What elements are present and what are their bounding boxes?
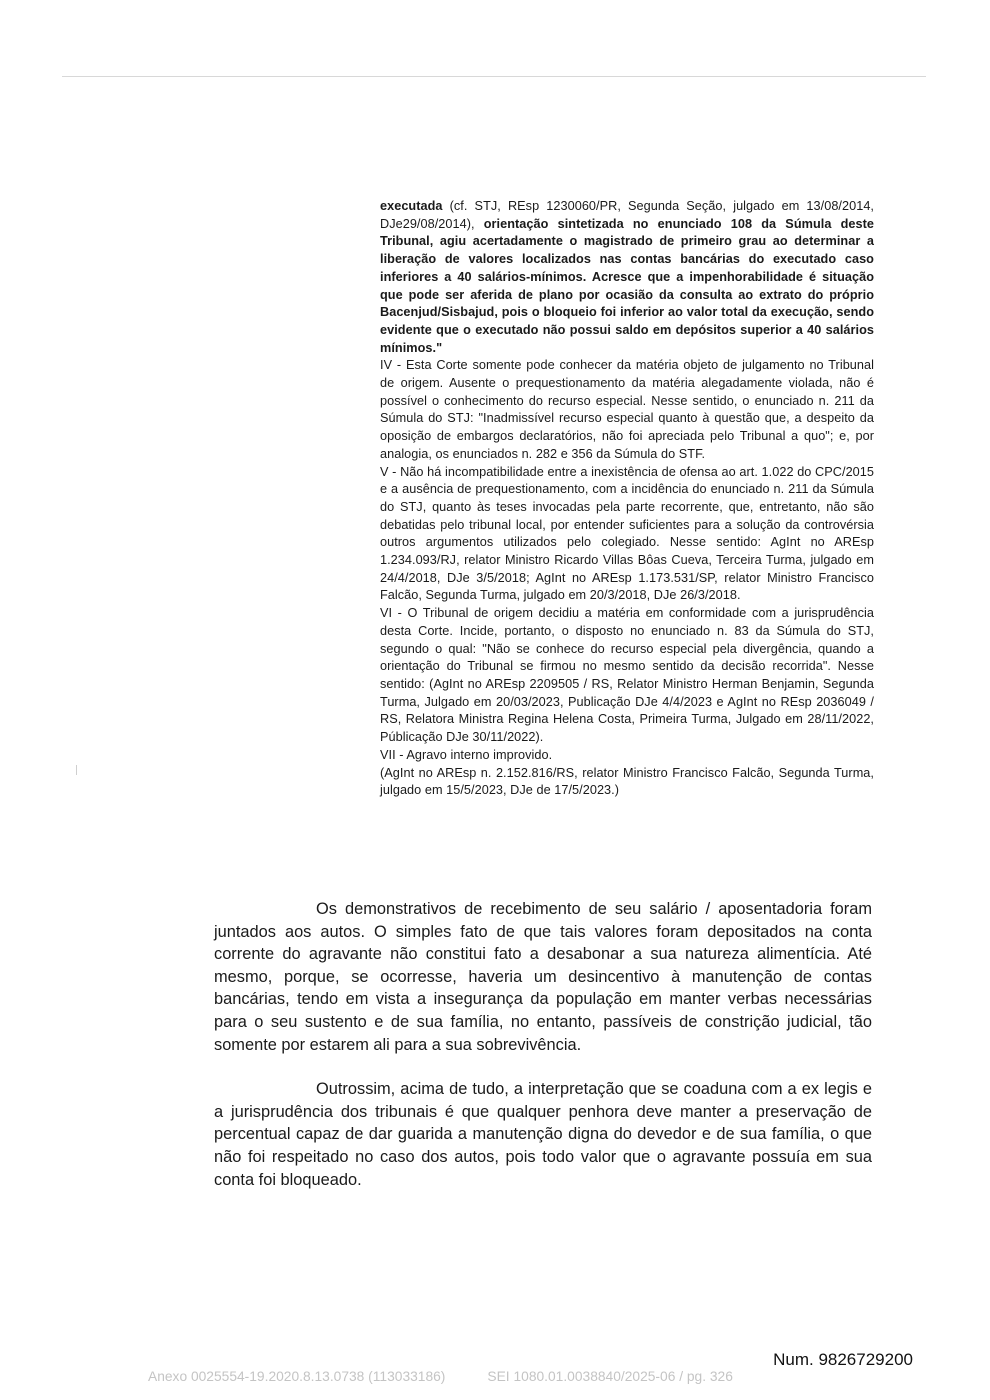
document-number: Num. 9826729200 — [773, 1350, 913, 1369]
quote-item-iv: IV - Esta Corte somente pode conhecer da matéria objeto de julgamento no Tribunal de origem. Ausente o prequestionamento da matéria alegadamente violada, não é possível o conhecimento do recurso especial. Nesse sentido, o enunciado n. 211 da Súmula do STJ: "Inadmissível recurso especial quanto à questão que, a despeito da oposição de embargos declaratórios, não foi apreciada pelo Tribunal a quo"; e, por analogia, os enunciados n. 282 e 356 da Súmula do STF. — [380, 358, 874, 461]
footer-annex: Anexo 0025554-19.2020.8.13.0738 (113033186) — [148, 1369, 446, 1384]
quote-item-vi: VI - O Tribunal de origem decidiu a matéria em conformidade com a jurisprudência desta Corte. Incide, portanto, o disposto no enunciado n. 83 da Súmula do STJ, segundo o qual: "Não se conhece do recurso especial pela divergência, quando a orientação do Tribunal se firmou no mesmo sentido da decisão recorrida". Nesse sentido: (AgInt no AREsp 2209505 / RS, Relator Ministro Herman Benjamin, Segunda Turma, Julgado em 20/03/2023, Publicação DJe 4/4/2023 e AgInt no REsp 2036049 / RS, Relatora Ministra Regina Helena Costa, Primeira Turma, Julgado em 28/11/2022, Públicação DJe 30/11/2022). — [380, 606, 874, 745]
body-text — [214, 898, 872, 1191]
quote-paragraph-lead — [380, 198, 874, 357]
quote-item-v: V - Não há incompatibilidade entre a inexistência de ofensa ao art. 1.022 do CPC/2015 e a ausência de prequestionamento, com a incidência do enunciado n. 211 da Súmula do STJ, quanto às teses invocadas pela parte recorrente, que, entretanto, não são debatidas pelo tribunal local, por entender suficientes para a solução da controvérsia outros argumentos utilizados pelo colegiado. Nesse sentido: AgInt no AREsp 1.234.093/RJ, relator Ministro Ricardo Villas Bôas Cueva, Terceira Turma, julgado em 24/4/2018, DJe 3/5/2018; AgInt no AREsp 1.173.531/SP, relator Ministro Francisco Falcão, Segunda Turma, julgado em 20/3/2018, DJe 26/3/2018. — [380, 464, 874, 603]
scan-mark — [76, 765, 77, 775]
quote-bold-part: orientação sintetizada no enunciado 108 da Súmula deste Tribunal, agiu acertadamente o magistrado de primeiro grau ao determinar a liberação de valores localizados nas contas bancárias do executado caso inferiores a 40 salários-mínimos. Acresce que a impenhorabilidade é situação que pode ser aferida de plano por ocasião da consulta ao extrato do próprio Bacenjud/Sisbajud, pois o bloqueio foi inferior ao valor total da execução, sendo evidente que o executado não possui saldo em depósitos superior a 40 salários mínimos." — [380, 216, 875, 355]
jurisprudence-quote — [380, 198, 874, 800]
quote-lead-bold: executada — [380, 199, 443, 213]
quote-item-vii: VII - Agravo interno improvido. — [380, 747, 553, 762]
body-paragraph-2: Outrossim, acima de tudo, a interpretação que se coaduna com a ex legis e a jurisprudência dos tribunais é que qualquer penhora deve manter a preservação de percentual capaz de dar guarida a manutenção digna do devedor e de sua família, o que não foi respeitado no caso dos autos, pois todo valor que o agravante possuía em sua conta foi bloqueado. — [214, 1080, 872, 1189]
quote-lead-normal: (cf. STJ, REsp 1230060/PR, Segunda Seção, julgado em 13/08/2014, DJe29/08/2014), — [380, 199, 874, 231]
body-paragraph-1: Os demonstrativos de recebimento de seu salário / aposentadoria foram juntados aos autos. O simples fato de que tais valores foram depositados na conta corrente do agravante não constitui fato a desabonar a sua natureza alimentícia. Até mesmo, porque, se ocorresse, haveria um desincentivo à manutenção de contas bancárias, tendo em vista a insegurança da população em manter verbas necessárias para o seu sustento e de sua família, no entanto, passíveis de constrição judicial, tão somente por estarem ali para a sua sobrevivência. — [214, 900, 872, 1054]
top-divider — [62, 76, 926, 77]
footer-watermark — [148, 1369, 908, 1384]
footer-sei: SEI 1080.01.0038840/2025-06 / pg. 326 — [487, 1369, 733, 1384]
quote-citation: (AgInt no AREsp n. 2.152.816/RS, relator Ministro Francisco Falcão, Segunda Turma, julgado em 15/5/2023, DJe de 17/5/2023.) — [380, 765, 874, 798]
